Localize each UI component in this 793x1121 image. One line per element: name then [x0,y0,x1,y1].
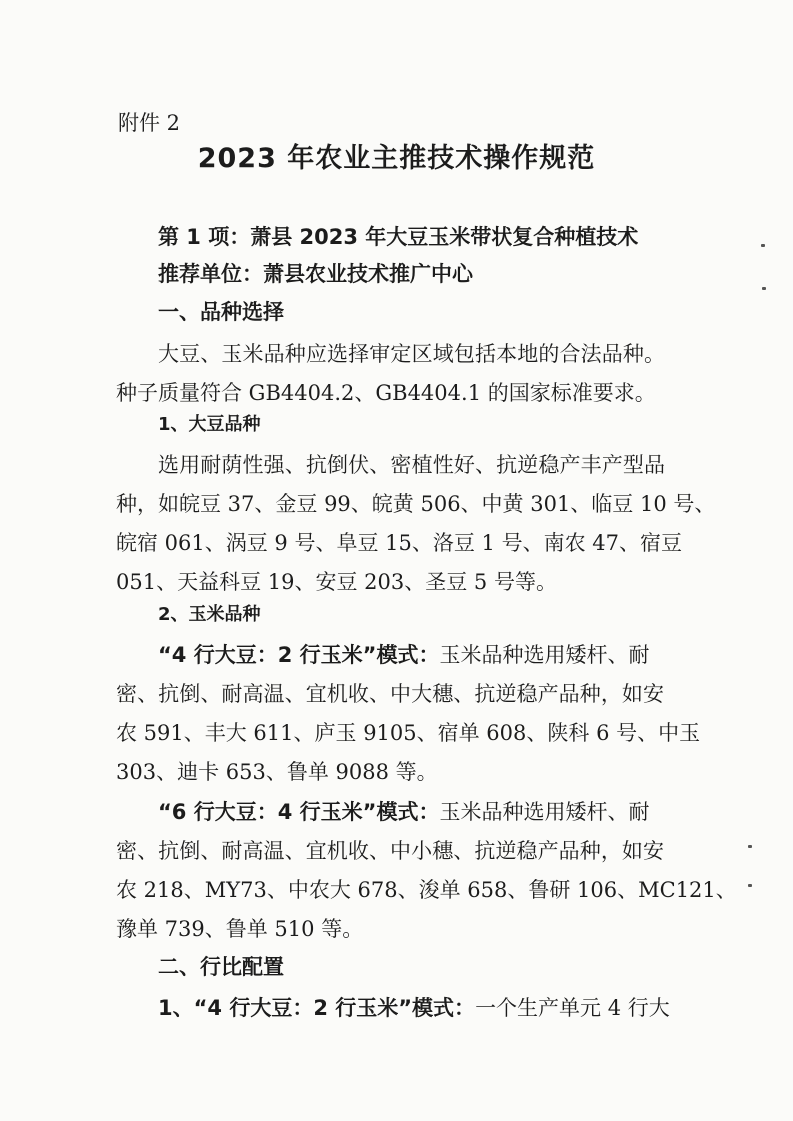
attachment-label: 附件 2 [118,111,181,135]
paragraph-line: 种子质量符合 GB4404.2、GB4404.1 的国家标准要求。 [116,381,656,405]
section-heading-variety: 一、品种选择 [158,300,284,324]
recommender-line: 推荐单位：萧县农业技术推广中心 [158,262,473,286]
scan-speck [761,244,765,247]
mode-label: “6 行大豆：4 行玉米”模式： [158,800,440,824]
paragraph-line: 密、抗倒、耐高温、宜机收、中小穗、抗逆稳产品种，如安 [116,839,664,863]
mode-label: 1、“4 行大豆：2 行玉米”模式： [158,996,476,1020]
paragraph-line: 051、天益科豆 19、安豆 203、圣豆 5 号等。 [116,570,557,594]
paragraph-line [158,797,649,827]
paragraph-line: 农 218、MY73、中农大 678、浚单 658、鲁研 106、MC121、 [116,878,737,902]
paragraph-line [158,640,649,670]
paragraph-line: 皖宿 061、涡豆 9 号、阜豆 15、洛豆 1 号、南农 47、宿豆 [116,531,682,555]
paragraph-line: 303、迪卡 653、鲁单 9088 等。 [116,760,438,784]
paragraph-line: 种，如皖豆 37、金豆 99、皖黄 506、中黄 301、临豆 10 号、 [116,492,716,516]
paragraph-line: 选用耐荫性强、抗倒伏、密植性好、抗逆稳产丰产型品 [158,453,665,477]
paragraph-line: 豫单 739、鲁单 510 等。 [116,917,364,941]
scan-speck [762,287,766,290]
subsection-heading-corn: 2、玉米品种 [158,604,261,625]
section-heading-row-ratio: 二、行比配置 [158,955,284,979]
subsection-heading-soybean: 1、大豆品种 [158,414,261,435]
paragraph-line: 农 591、丰大 611、庐玉 9105、宿单 608、陕科 6 号、中玉 [116,721,701,745]
scan-speck [748,845,752,848]
mode-text: 一个生产单元 4 行大 [475,996,670,1020]
mode-text: 玉米品种选用矮杆、耐 [439,800,650,824]
page-title: 2023 年农业主推技术操作规范 [197,143,596,174]
mode-label: “4 行大豆：2 行玉米”模式： [158,643,440,667]
paragraph-line: 密、抗倒、耐高温、宜机收、中大穗、抗逆稳产品种，如安 [116,682,664,706]
paragraph-line [158,993,670,1023]
paragraph-line: 大豆、玉米品种应选择审定区域包括本地的合法品种。 [158,342,665,366]
mode-text: 玉米品种选用矮杆、耐 [439,643,650,667]
scan-speck [748,884,752,887]
item-heading: 第 1 项：萧县 2023 年大豆玉米带状复合种植技术 [158,225,639,249]
